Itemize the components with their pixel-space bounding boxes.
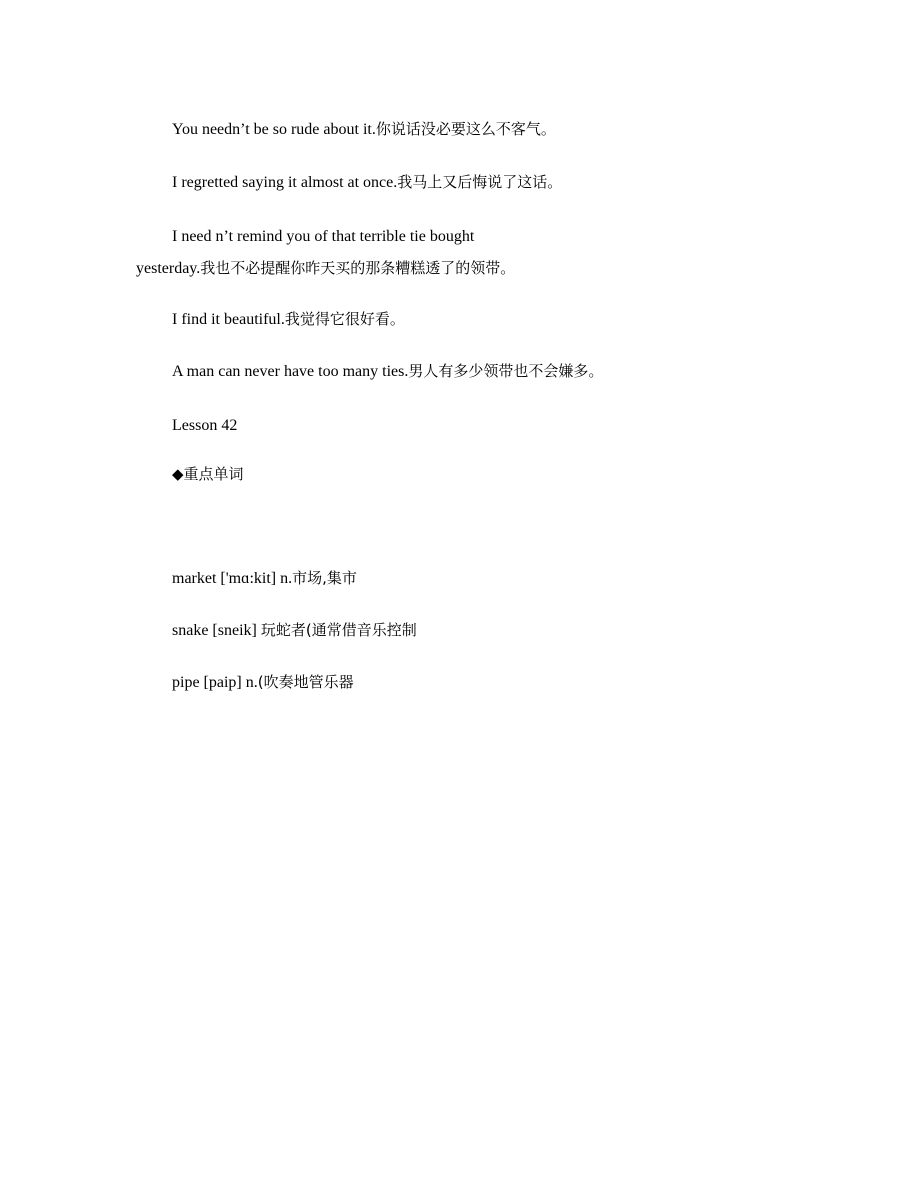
vocab-word: snake [sneik] [172,622,261,639]
sentence-chinese: 我也不必提醒你昨天买的那条糟糕透了的领带。 [200,259,516,277]
section-heading: ◆重点单词 [172,465,244,483]
sentence-line-5 [172,361,603,382]
sentence-english: A man can never have too many ties. [172,363,409,380]
vocab-word: market ['mɑ:kit] n. [172,570,293,587]
vocab-entry-pipe [172,672,354,693]
vocab-meaning: 玩蛇者(通常借音乐控制 [260,621,417,639]
sentence-english: You needn’t be so rude about it. [172,121,376,138]
sentence-chinese: 你说话没必要这么不客气。 [375,120,556,138]
vocab-word: pipe [paip] n. [172,674,258,691]
sentence-chinese: 男人有多少领带也不会嫌多。 [408,362,604,380]
vocab-entry-market [172,568,357,589]
sentence-chinese: 我觉得它很好看。 [284,310,405,328]
lesson-title: Lesson 42 [172,417,238,434]
sentence-english: I need n’t remind you of that terrible tie bought [172,228,475,245]
sentence-line-3 [172,227,474,247]
vocab-entry-snake [172,620,417,641]
sentence-english: yesterday. [136,260,201,277]
sentence-line-2 [172,172,562,193]
sentence-english: I find it beautiful. [172,311,285,328]
vocab-meaning: (吹奏地管乐器 [257,673,354,691]
sentence-line-4 [172,309,405,330]
sentence-line-3-continued [136,258,515,279]
sentence-chinese: 我马上又后悔说了这话。 [397,173,563,191]
sentence-english: I regretted saying it almost at once. [172,174,398,191]
vocab-meaning: 市场,集市 [292,569,357,587]
sentence-line-1 [172,119,556,140]
